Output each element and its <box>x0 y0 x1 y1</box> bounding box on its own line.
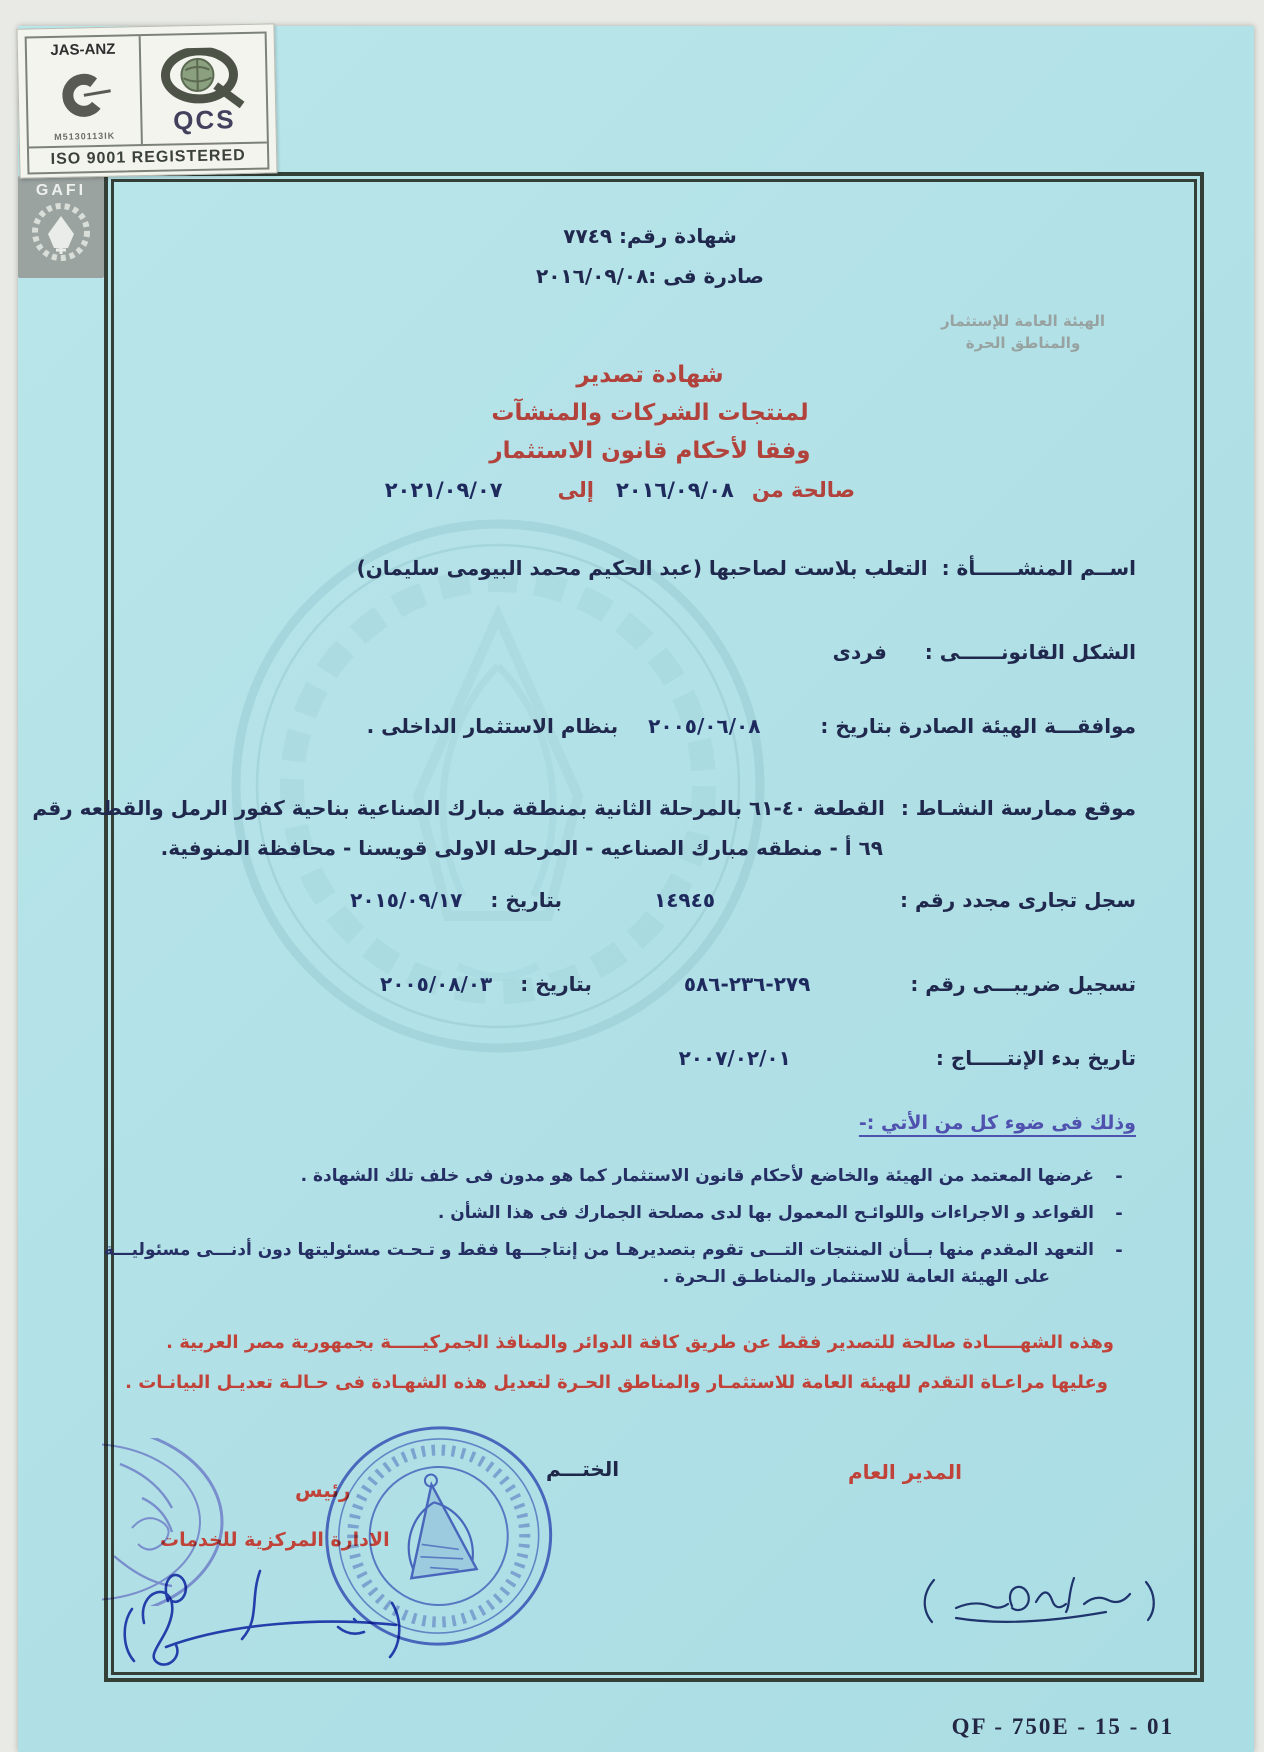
establishment-value: التعلب بلاست لصاحبها (عبد الحكيم محمد البيومى سليمان) <box>356 556 928 580</box>
production-start-date: ٢٠٠٧/٠٢/٠١ <box>678 1046 791 1070</box>
field-establishment-name <box>357 556 1136 580</box>
tax-register-date-label: بتاريخ : <box>520 972 592 996</box>
certificate-issue-line: صادرة فى :٢٠١٦/٠٩/٠٨ <box>536 264 764 288</box>
valid-from-date: ٢٠١٦/٠٩/٠٨ <box>615 478 734 502</box>
gafi-organization-name <box>923 310 1123 354</box>
field-commercial-register <box>350 888 1136 912</box>
gafi-org-line1: الهيئة العامة للإستثمار <box>940 312 1106 330</box>
field-production-start <box>679 1046 1136 1070</box>
declaration-line1: وهذه الشهـــــادة صالحة للتصدير فقط عن طريق كافة الدوائر والمنافذ الجمركيـــــة بجمهورية مصر العربية . <box>166 1332 1114 1353</box>
notice-bullet-1: غرضها المعتمد من الهيئة والخاضع لأحكام قانون الاستثمار كما هو مدون فى خلف تلك الشهادة . <box>300 1166 1094 1186</box>
approval-suffix: بنظام الاستثمار الداخلى . <box>366 714 619 738</box>
certificate-title-block <box>410 356 890 470</box>
certificate-paper <box>18 26 1254 1752</box>
general-manager-label: المدير العام <box>847 1460 962 1484</box>
head-signature <box>110 1561 420 1676</box>
valid-to-date: ٢٠٢١/٠٩/٠٧ <box>384 478 503 502</box>
certificate-number-line: شهادة رقم: ٧٧٤٩ <box>563 224 737 248</box>
gafi-eagle-emblem-icon <box>30 200 92 264</box>
head-department-label: الادارة المركزية للخدمات <box>160 1529 390 1551</box>
bullet2-dash: - <box>1115 1203 1123 1224</box>
notice-heading: وذلك فى ضوء كل من الأتي :- <box>858 1112 1136 1134</box>
production-start-label: تاريخ بدء الإنتـــــاج : <box>935 1046 1136 1070</box>
jas-anz-g-mark-icon <box>56 68 111 121</box>
approval-label: موافقـــة الهيئة الصادرة بتاريخ : <box>820 714 1136 738</box>
gafi-logo <box>18 176 104 278</box>
qcs-iso-sticker <box>16 23 277 178</box>
location-label: موقع ممارسة النشـاط : <box>900 796 1136 820</box>
approval-date: ٢٠٠٥/٠٦/٠٨ <box>648 714 761 738</box>
form-code: QF - 750E - 15 - 01 <box>951 1714 1174 1739</box>
qcs-wordmark: QCS <box>172 104 236 136</box>
bullet1-dash: - <box>1115 1166 1123 1187</box>
validity-period-line <box>263 478 855 502</box>
field-tax-register <box>380 972 1136 996</box>
gafi-org-line2: والمناطق الحرة <box>965 334 1081 352</box>
location-line2: ٦٩ أ - منطقه مبارك الصناعيه - المرحله الاولى قويسنا - محافظة المنوفية. <box>160 836 883 860</box>
field-activity-location-cont <box>161 836 883 860</box>
title-line1: شهادة تصدير <box>576 362 724 388</box>
seal-label: الختـــم <box>546 1457 620 1481</box>
commercial-register-date: ٢٠١٥/٠٩/١٧ <box>350 888 463 912</box>
general-manager-signature <box>908 1568 1163 1630</box>
gafi-wordmark: GAFI <box>35 182 87 199</box>
declaration-line2: وعليها مراعـاة التقدم للهيئة العامة للاستثمـار والمناطق الحـرة لتعديل هذه الشهـادة فى حـالـة تعديـل البيانـات . <box>125 1372 1108 1393</box>
notice-bullet-3-continued: على الهيئة العامة للاستثمار والمناطـق الـحرة . <box>662 1267 1050 1287</box>
qcs-sticker-inner-frame <box>25 31 270 174</box>
field-legal-form <box>833 640 1136 664</box>
location-line1: القطعة ٤٠-٦١ بالمرحلة الثانية بمنطقة مبارك الصناعية بناحية كفور الرمل والقطعه رقم <box>32 796 885 820</box>
notice-bullet-3: التعهد المقدم منها بـــأن المنتجات التـــى تقوم بتصديرهـا من إنتاجـــها فقط و تـحـت مسئوليتها دون أدنـــى مسئوليـــة <box>103 1240 1094 1260</box>
tax-register-date: ٢٠٠٥/٠٨/٠٣ <box>379 972 493 996</box>
valid-from-label: صالحة من <box>751 478 855 502</box>
iso-registered-label: ISO 9001 REGISTERED <box>29 141 267 172</box>
qcs-logo-cell <box>139 34 267 145</box>
jas-anz-cell <box>27 36 141 146</box>
legal-form-value: فردى <box>832 640 887 664</box>
qcs-sticker-logos <box>27 34 267 147</box>
title-line2: لمنتجات الشركات والمنشآت <box>491 400 809 426</box>
certificate-header-block <box>410 216 890 296</box>
title-line3: وفقا لأحكام قانون الاستثمار <box>489 438 811 464</box>
commercial-register-label: سجل تجارى مجدد رقم : <box>900 888 1136 912</box>
field-activity-location <box>32 796 1136 820</box>
tax-register-number: ٢٧٩-٢٣٦-٥٨٦ <box>683 972 811 996</box>
tax-register-label: تسجيل ضريبـــى رقم : <box>910 972 1136 996</box>
commercial-register-number: ١٤٩٤٥ <box>653 888 716 912</box>
jas-anz-label: JAS-ANZ <box>50 40 116 60</box>
bullet3-dash: - <box>1115 1240 1123 1261</box>
notice-bullet-2: القواعد و الاجراءات واللوائـح المعمول بها لدى مصلحة الجمارك فى هذا الشأن . <box>437 1203 1094 1223</box>
legal-form-label: الشكل القانونــــــى : <box>924 640 1136 664</box>
establishment-label: اســم المنشــــــأة : <box>941 556 1136 580</box>
valid-to-label: إلى <box>557 478 594 502</box>
head-label: رئيس <box>295 1478 351 1502</box>
field-authority-approval <box>367 714 1136 738</box>
jas-anz-registration-code: M5130113IK <box>54 130 116 142</box>
commercial-register-date-label: بتاريخ : <box>490 888 562 912</box>
qcs-globe-q-icon <box>155 47 252 111</box>
